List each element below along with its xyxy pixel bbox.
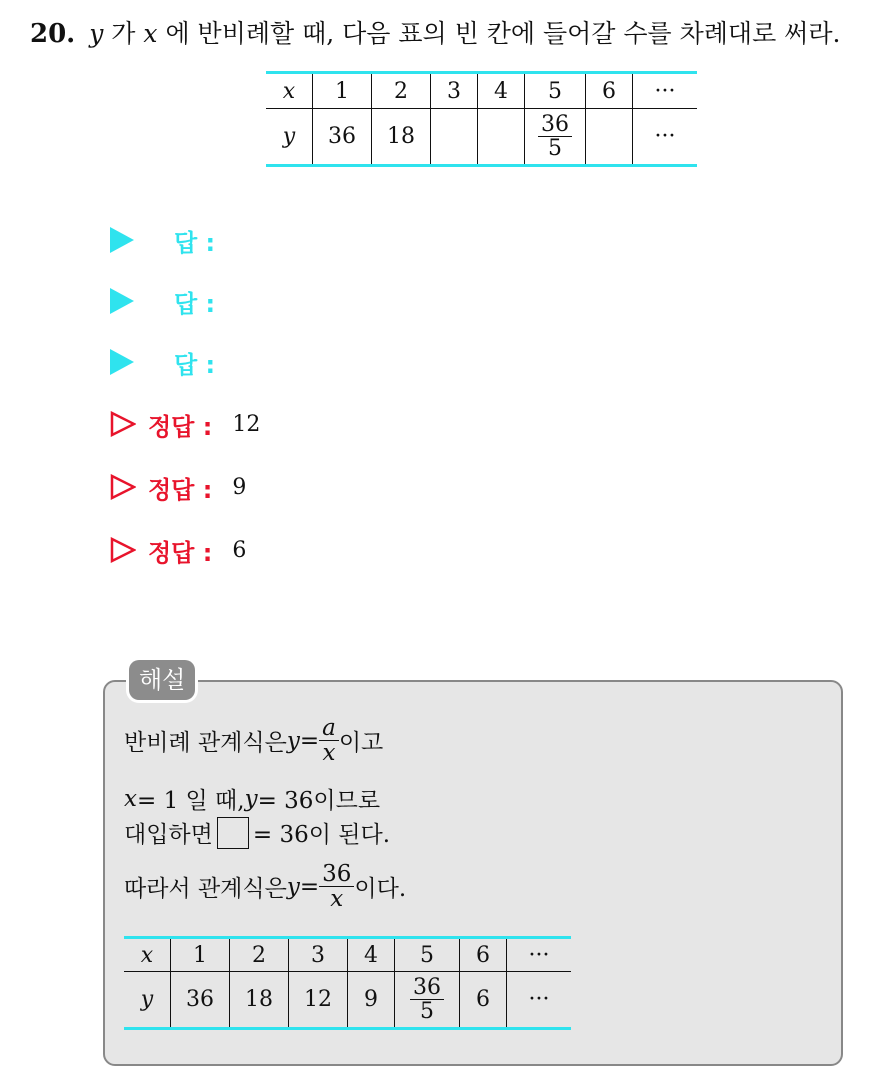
solution-value: 6 — [232, 537, 247, 563]
table-header-x: x — [266, 73, 313, 109]
var-y: y — [286, 727, 300, 754]
answer-label: 답 : — [174, 350, 216, 379]
table-cell: 2 — [230, 938, 289, 972]
table-cell-blank — [586, 109, 633, 166]
play-triangle-icon — [110, 288, 134, 314]
question-text-part1: 가 — [103, 19, 144, 48]
table-cell: 2 — [372, 73, 431, 109]
var-x: x — [124, 785, 137, 812]
solution-value: 12 — [232, 411, 261, 437]
table-cell: 6 — [460, 938, 507, 972]
outline-triangle-icon — [110, 411, 136, 437]
explanation-line-3 — [124, 816, 390, 849]
fraction — [319, 716, 339, 765]
table-cell: 5 — [525, 73, 586, 109]
table-header-y: y — [124, 972, 171, 1029]
table-cell: 1 — [171, 938, 230, 972]
table-cell-blank — [431, 109, 478, 166]
table-cell: 36 — [313, 109, 372, 166]
table-cell: ··· — [507, 938, 572, 972]
table-cell: 5 — [395, 938, 460, 972]
var-x: x — [143, 19, 158, 48]
table-cell: ··· — [633, 73, 698, 109]
play-triangle-icon — [110, 227, 134, 253]
table-cell: 18 — [230, 972, 289, 1029]
question-text-part2: 에 반비례할 때, 다음 표의 빈 칸에 들어갈 수를 차례대로 써라. — [157, 19, 841, 48]
solution-value: 9 — [232, 474, 247, 500]
var-y: y — [244, 785, 258, 812]
explanation-line-4 — [124, 862, 406, 911]
text: 따라서 관계식은 — [124, 876, 287, 903]
var-y: y — [89, 19, 104, 48]
question-text — [30, 14, 840, 50]
table-cell: 9 — [348, 972, 395, 1029]
fraction-numerator: 36 — [413, 974, 441, 1000]
fraction — [410, 976, 444, 1023]
equals: = — [299, 873, 320, 900]
table-cell: 12 — [289, 972, 348, 1029]
table-row-y — [266, 109, 697, 166]
solution-label: 정답 : — [148, 412, 213, 441]
text: 대입하면 — [124, 822, 213, 848]
fraction — [538, 113, 572, 160]
table-cell: 4 — [478, 73, 525, 109]
table-row-x — [124, 938, 571, 972]
solution-row — [110, 406, 260, 442]
table-cell: 18 — [372, 109, 431, 166]
explanation-line-2 — [124, 782, 380, 815]
var-y: y — [286, 873, 300, 900]
table-cell: 6 — [460, 972, 507, 1029]
table-cell: 4 — [348, 938, 395, 972]
solution-label: 정답 : — [148, 538, 213, 567]
question-table — [266, 71, 697, 167]
text: = 36이므로 — [257, 788, 381, 814]
text: 이다. — [354, 876, 407, 903]
outline-triangle-icon — [110, 474, 136, 500]
table-cell: 6 — [586, 73, 633, 109]
text: = 1 일 때, — [136, 788, 245, 814]
blank-box — [217, 817, 249, 849]
fraction — [319, 862, 354, 911]
table-row-x — [266, 73, 697, 109]
fraction-denominator: 5 — [538, 136, 572, 160]
solution-row — [110, 532, 246, 568]
table-cell: 3 — [431, 73, 478, 109]
solution-row — [110, 469, 246, 505]
table-cell-blank — [478, 109, 525, 166]
fraction-numerator: 36 — [322, 861, 352, 887]
table-cell: ··· — [633, 109, 698, 166]
fraction-numerator: 36 — [541, 111, 569, 137]
outline-triangle-icon — [110, 537, 136, 563]
text: 이고 — [338, 730, 384, 757]
explanation-tag: 해설 — [129, 660, 195, 700]
table-cell: 36 — [171, 972, 230, 1029]
table-cell-fraction — [395, 972, 460, 1029]
explanation-line-1 — [124, 716, 383, 765]
fraction-denominator: x — [319, 886, 354, 911]
explanation-table — [124, 936, 571, 1030]
text: 반비례 관계식은 — [124, 730, 287, 757]
text: = 36이 된다. — [252, 822, 391, 848]
play-triangle-icon — [110, 349, 134, 375]
answer-label: 답 : — [174, 289, 216, 318]
solution-label: 정답 : — [148, 475, 213, 504]
answer-label: 답 : — [174, 228, 216, 257]
answer-row — [110, 344, 215, 380]
table-header-y: y — [266, 109, 313, 166]
answer-row — [110, 283, 215, 319]
fraction-denominator: 5 — [410, 999, 444, 1023]
table-cell: 3 — [289, 938, 348, 972]
table-row-y — [124, 972, 571, 1029]
table-cell-fraction — [525, 109, 586, 166]
table-cell: 1 — [313, 73, 372, 109]
fraction-numerator: a — [322, 715, 336, 741]
table-cell: ··· — [507, 972, 572, 1029]
answer-row — [110, 222, 215, 258]
table-header-x: x — [124, 938, 171, 972]
fraction-denominator: x — [319, 740, 339, 765]
question-number: 20. — [30, 19, 76, 49]
equals: = — [299, 727, 320, 754]
